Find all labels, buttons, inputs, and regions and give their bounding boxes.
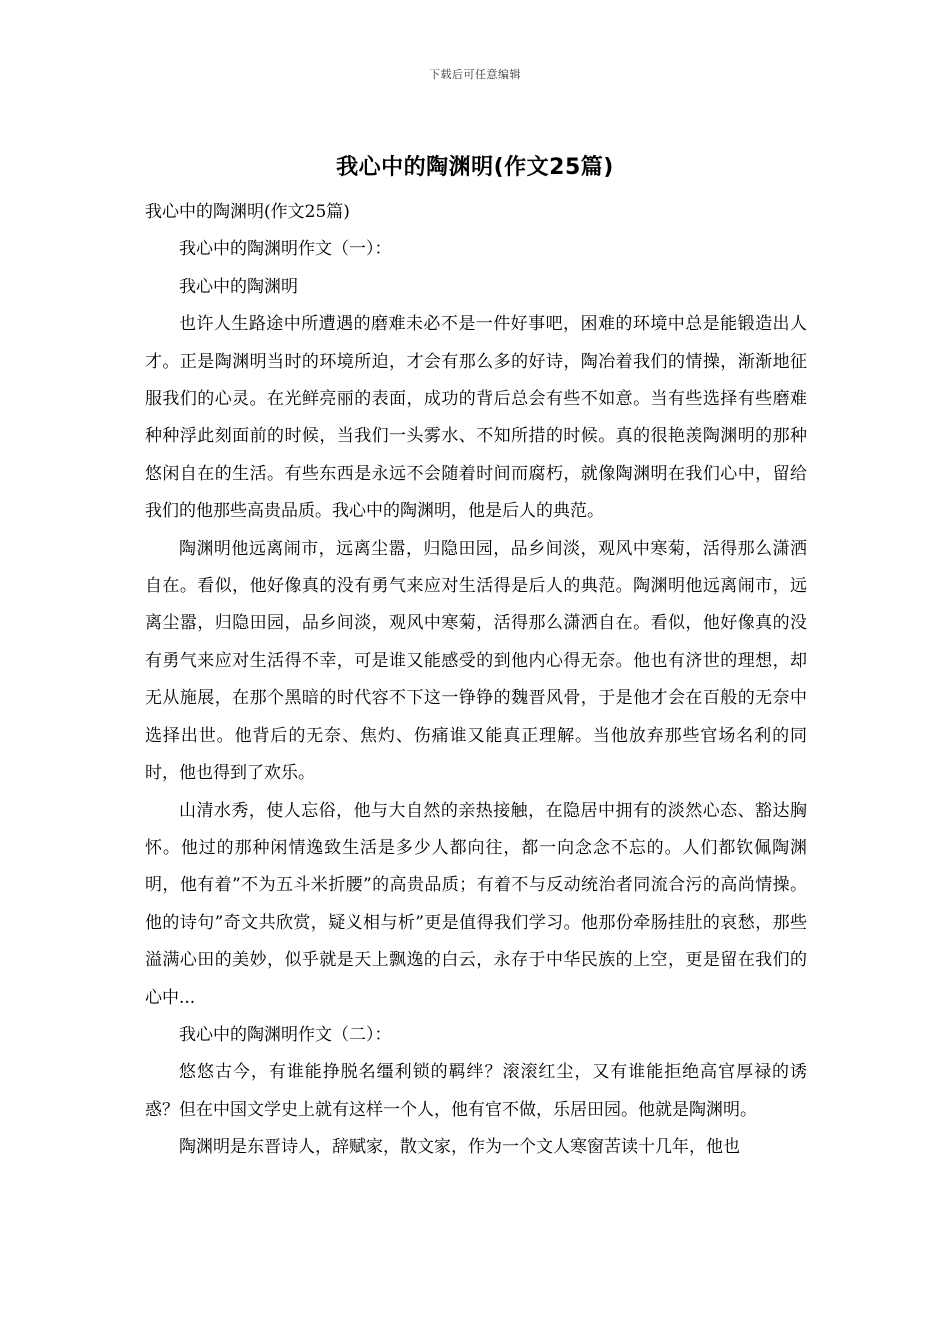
section-heading-2: 我心中的陶渊明作文（二）：	[179, 1024, 392, 1045]
section-heading-1: 我心中的陶渊明作文（一）：	[179, 239, 392, 260]
body-paragraph: 陶渊明是东晋诗人，辞赋家，散文家，作为一个文人寒窗苦读十几年，他也	[179, 1137, 740, 1158]
body-paragraph: 悠悠古今，有谁能挣脱名缰利锁的羁绊？滚滚红尘，又有谁能拒绝高官厚禄的诱惑？但在中国文学史上就有这样一个人，他有官不做，乐居田园。他就是陶渊明。	[145, 1062, 807, 1120]
document-body	[145, 194, 807, 1167]
essay-title-1: 我心中的陶渊明	[179, 276, 298, 297]
body-paragraph: 陶渊明他远离闹市，远离尘嚣，归隐田园，品乡间淡，观风中寒菊，活得那么潇洒自在。看似，他好像真的没有勇气来应对生活得是后人的典范。陶渊明他远离闹市，远离尘嚣，归隐田园，品乡间淡，观风中寒菊，活得那么潇洒自在。看似，他好像真的没有勇气来应对生活得不幸，可是谁又能感受的到他内心得无奈。他也有济世的理想，却无从施展，在那个黑暗的时代容不下这一铮铮的魏晋风骨，于是他才会在百般的无奈中选择出世。他背后的无奈、焦灼、伤痛谁又能真正理解。当他放弃那些官场名利的同时，他也得到了欢乐。	[145, 538, 807, 784]
document-title: 我心中的陶渊明(作文25篇)	[336, 155, 614, 180]
body-paragraph: 山清水秀，使人忘俗，他与大自然的亲热接触，在隐居中拥有的淡然心态、豁达胸怀。他过的那种闲情逸致生活是多少人都向往，都一向念念不忘的。人们都钦佩陶渊明，他有着”不为五斗米折腰”的高贵品质；有着不与反动统治者同流合污的高尚情操。他的诗句”奇文共欣赏，疑义相与析”更是值得我们学习。他那份牵肠挂肚的哀愁，那些溢满心田的美妙，似乎就是天上飘逸的白云，永存于中华民族的上空，更是留在我们的心中...	[145, 800, 807, 1008]
header-note: 下载后可任意编辑	[429, 68, 521, 81]
body-paragraph: 也许人生路途中所遭遇的磨难未必不是一件好事吧，困难的环境中总是能锻造出人才。正是陶渊明当时的环境所迫，才会有那么多的好诗，陶冶着我们的情操，渐渐地征服我们的心灵。在光鲜亮丽的表面，成功的背后总会有些不如意。当有些选择有些磨难种种浮此刻面前的时候，当我们一头雾水、不知所措的时候。真的很艳羡陶渊明的那种悠闲自在的生活。有些东西是永远不会随着时间而腐朽，就像陶渊明在我们心中，留给我们的他那些高贵品质。我心中的陶渊明，他是后人的典范。	[145, 314, 807, 522]
document-subtitle: 我心中的陶渊明(作文25篇)	[145, 202, 350, 222]
